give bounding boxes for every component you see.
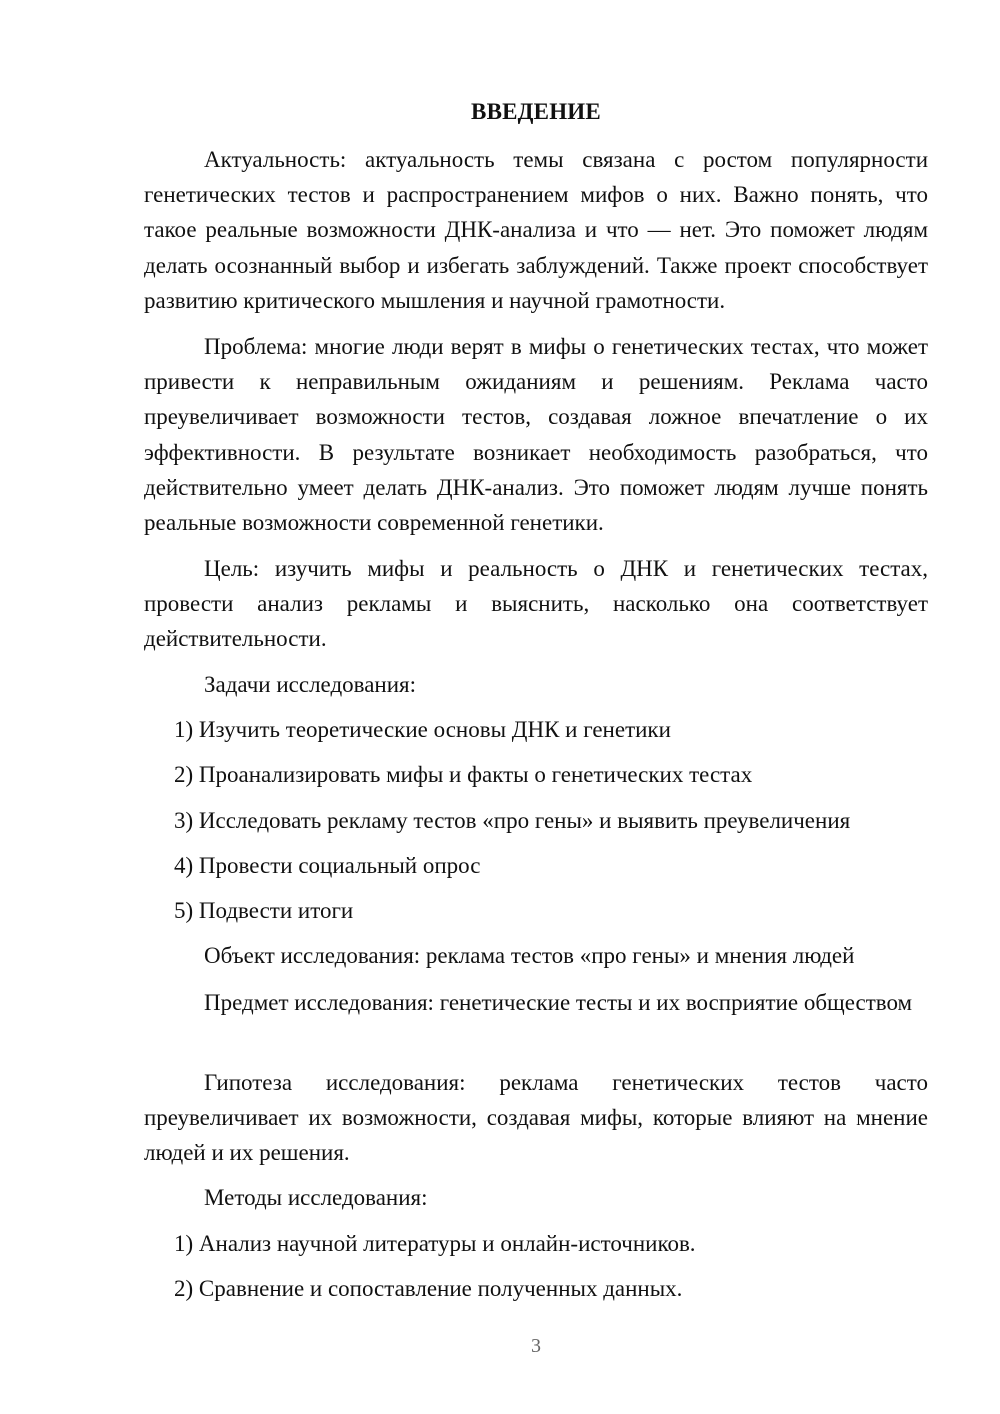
methods-heading: Методы исследования: (204, 1185, 428, 1210)
method-item-1: 1) Анализ научной литературы и онлайн-источников. (174, 1231, 696, 1256)
subject-paragraph: Предмет исследования: генетические тесты и их восприятие обществом (204, 990, 913, 1015)
tasks-heading: Задачи исследования: (204, 672, 417, 697)
page-title: ВВЕДЕНИЕ (471, 99, 601, 124)
page-number: 3 (531, 1335, 541, 1357)
object-line: Объект исследования: реклама тестов «про гены» и мнения людей (204, 943, 855, 968)
task-item-5: 5) Подвести итоги (174, 898, 354, 923)
relevance-paragraph: Актуальность: актуальность темы связана с ростом популярности генетических тестов и распространением мифов о них. Важно понять, что такое реальные возможности ДНК-анализа и что — нет. Это поможет людям делать осознанный выбор и избегать заблуждений. Также проект способствует развитию критического мышления и научной грамотности. (144, 147, 928, 313)
problem-paragraph: Проблема: многие люди верят в мифы о генетических тестах, что может привести к неправильным ожиданиям и решениям. Реклама часто преувеличивает возможности тестов, создавая ложное впечатление о их эффективности. В результате возникает необходимость разобраться, что действительно умеет делать ДНК-анализ. Это поможет людям лучше понять реальные возможности современной генетики. (144, 334, 928, 536)
task-item-3: 3) Исследовать рекламу тестов «про гены» и выявить преувеличения (174, 808, 851, 833)
hypothesis-paragraph: Гипотеза исследования: реклама генетических тестов часто преувеличивает их возможности, создавая мифы, которые влияют на мнение людей и их решения. (144, 1070, 928, 1166)
method-item-2: 2) Сравнение и сопоставление полученных данных. (174, 1276, 683, 1301)
goal-paragraph: Цель: изучить мифы и реальность о ДНК и генетических тестах, провести анализ рекламы и выяснить, насколько она соответствует действительности. (144, 556, 928, 652)
task-item-4: 4) Провести социальный опрос (174, 853, 481, 878)
task-item-2: 2) Проанализировать мифы и факты о генетических тестах (174, 762, 753, 787)
task-item-1: 1) Изучить теоретические основы ДНК и генетики (174, 717, 671, 742)
